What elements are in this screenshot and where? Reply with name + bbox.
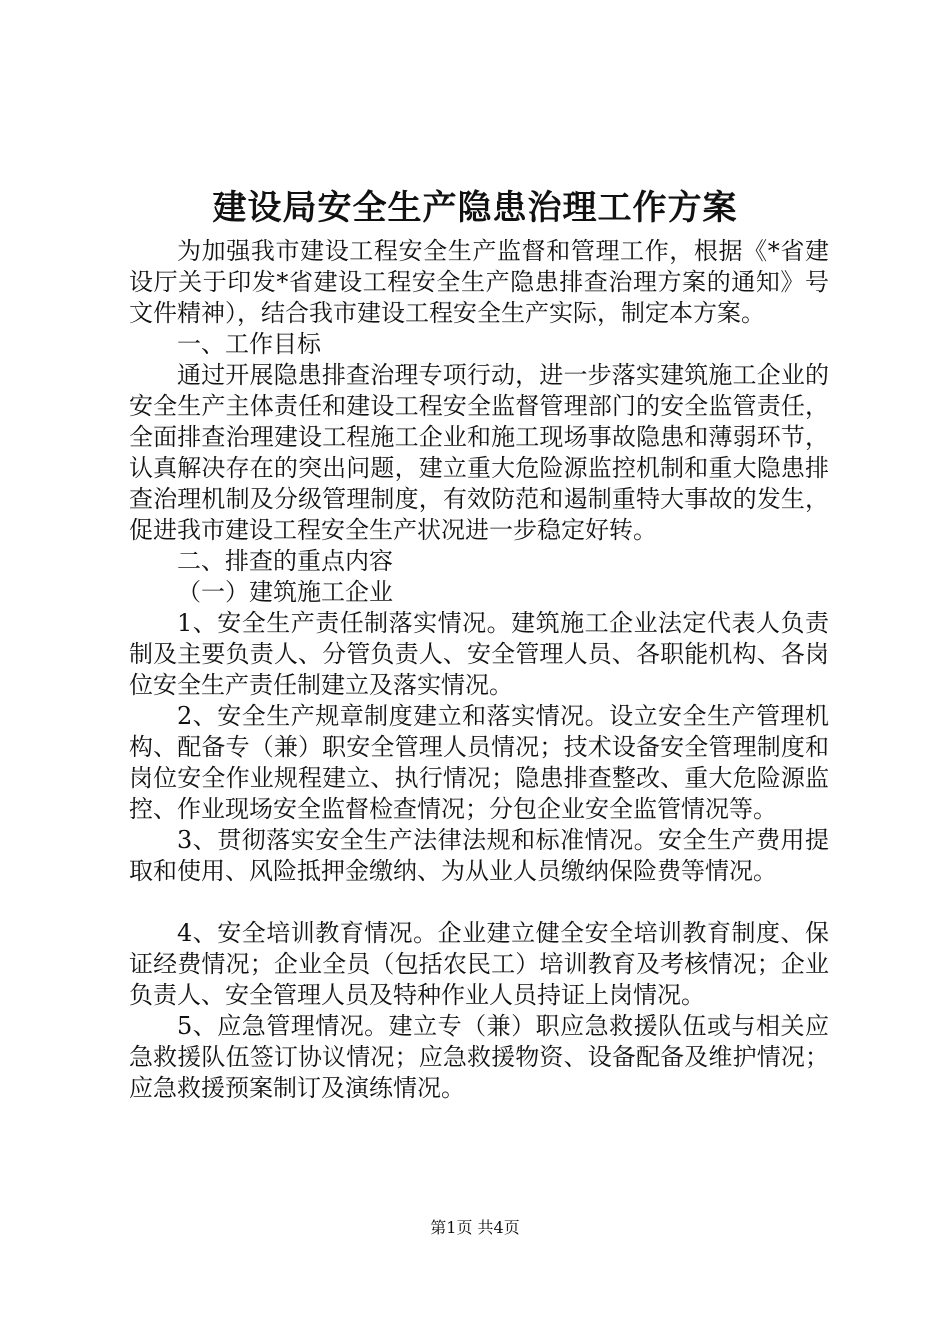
item-rules-regulations: 2、安全生产规章制度建立和落实情况。设立安全生产管理机构、配备专（兼）职安全管理人员情况；技术设备安全管理制度和岗位安全作业规程建立、执行情况；隐患排查整改、重大危险源监控、作业现场安全监督检查情况；分包企业安全监管情况等。 (129, 702, 829, 823)
item-responsibility-system: 1、安全生产责任制落实情况。建筑施工企业法定代表人负责制及主要负责人、分管负责人、安全管理人员、各职能机构、各岗位安全生产责任制建立及落实情况。 (129, 609, 829, 699)
document-body (129, 236, 829, 1104)
subheading-construction-enterprise: （一）建筑施工企业 (177, 578, 393, 606)
item-safety-training: 4、安全培训教育情况。企业建立健全安全培训教育制度、保证经费情况；企业全员（包括农民工）培训教育及考核情况；企业负责人、安全管理人员及特种作业人员持证上岗情况。 (129, 919, 829, 1009)
paragraph-intro: 为加强我市建设工程安全生产监督和管理工作，根据《*省建设厅关于印发*省建设工程安全生产隐患排查治理方案的通知》号文件精神），结合我市建设工程安全生产实际，制定本方案。 (129, 237, 829, 327)
page-footer: 第1页 共4页 (430, 1218, 520, 1237)
item-emergency-management: 5、应急管理情况。建立专（兼）职应急救援队伍或与相关应急救援队伍签订协议情况；应急救援物资、设备配备及维护情况；应急救援预案制订及演练情况。 (129, 1012, 829, 1102)
paragraph-work-goal: 通过开展隐患排查治理专项行动，进一步落实建筑施工企业的安全生产主体责任和建设工程安全监督管理部门的安全监管责任，全面排查治理建设工程施工企业和施工现场事故隐患和薄弱环节，认真解决存在的突出问题，建立重大危险源监控机制和重大隐患排查治理机制及分级管理制度，有效防范和遏制重特大事故的发生，促进我市建设工程安全生产状况进一步稳定好转。 (129, 361, 829, 544)
heading-work-goal: 一、工作目标 (177, 330, 321, 358)
document-title: 建设局安全生产隐患治理工作方案 (212, 188, 738, 228)
item-laws-standards: 3、贯彻落实安全生产法律法规和标准情况。安全生产费用提取和使用、风险抵押金缴纳、为从业人员缴纳保险费等情况。 (129, 826, 829, 885)
heading-key-content: 二、排查的重点内容 (177, 547, 393, 575)
